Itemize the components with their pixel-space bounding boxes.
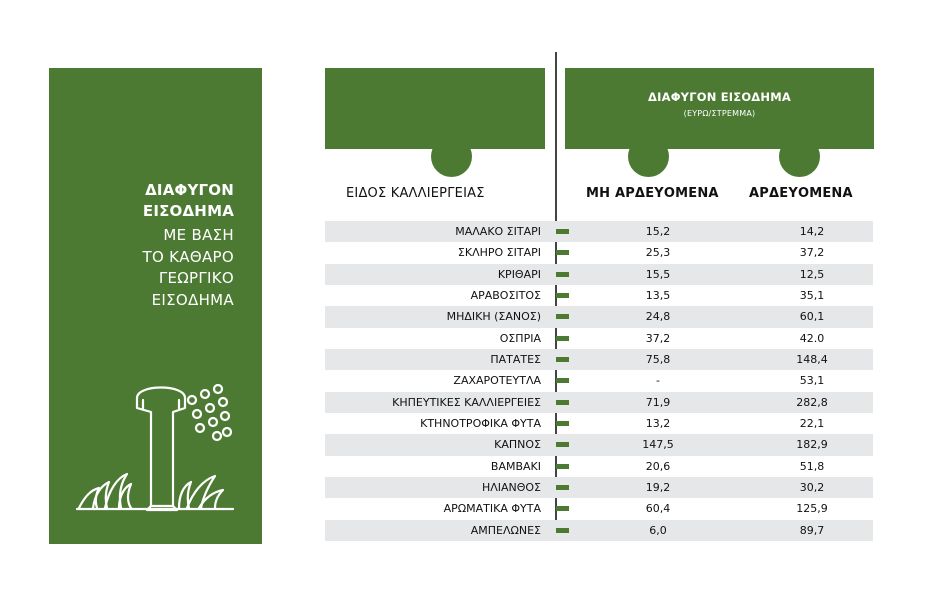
irrigated-value: 148,4: [796, 352, 828, 366]
row-marker: [556, 357, 569, 362]
non-irrigated-value: 13,5: [645, 288, 671, 302]
irrigated-value: 30,2: [799, 480, 825, 494]
crop-name: ΜΑΛΑΚΟ ΣΙΤΑΡΙ: [455, 225, 541, 238]
column-header-crop: ΕΙΔΟΣ ΚΑΛΛΙΕΡΓΕΙΑΣ: [346, 186, 485, 201]
row-marker: [556, 421, 569, 426]
row-marker: [556, 400, 569, 405]
non-irrigated-value: 24,8: [645, 310, 671, 324]
crop-name: ΑΡΑΒΟΣΙΤΟΣ: [470, 288, 541, 302]
table-row: [325, 456, 873, 477]
irrigated-value: 42.0: [799, 331, 825, 345]
crop-name: ΠΑΤΑΤΕΣ: [490, 352, 541, 366]
row-marker: [556, 506, 569, 511]
crop-name: ΚΗΠΕΥΤΙΚΕΣ ΚΑΛΛΙΕΡΓΕΙΕΣ: [392, 395, 541, 409]
non-irrigated-value: -: [656, 374, 660, 388]
table-row: [325, 477, 873, 498]
crop-name: ΑΜΠΕΛΩΝΕΣ: [470, 523, 541, 537]
row-marker: [556, 272, 569, 277]
irrigated-value: 35,1: [799, 288, 825, 302]
non-irrigated-value: 147,5: [642, 438, 674, 452]
side-subtitle-line: ΓΕΩΡΓΙΚΟ: [158, 269, 234, 287]
irrigated-value: 125,9: [796, 502, 828, 516]
row-marker: [556, 293, 569, 298]
non-irrigated-value: 37,2: [645, 331, 671, 345]
crop-name: ΣΚΛΗΡΟ ΣΙΤΑΡΙ: [457, 246, 541, 260]
non-irrigated-value: 71,9: [645, 395, 671, 409]
table-row: [325, 242, 873, 263]
row-marker: [556, 528, 569, 533]
crop-header-box: [325, 68, 545, 149]
table-title: ΔΙΑΦΥΓΟΝ ΕΙΣΟΔΗΜΑ: [648, 90, 791, 104]
crop-name: ΒΑΜΒΑΚΙ: [490, 459, 541, 473]
table-row: [325, 413, 873, 434]
table-row: [325, 520, 873, 541]
irrigated-value: 53,1: [799, 374, 825, 388]
row-marker: [556, 485, 569, 490]
irrigated-value: 282,8: [796, 395, 828, 409]
table-row: [325, 221, 873, 242]
table-row: [325, 498, 873, 519]
irrigated-value: 51,8: [799, 459, 825, 473]
crop-name: ΟΣΠΡΙΑ: [499, 331, 541, 345]
crop-name: ΚΑΠΝΟΣ: [494, 438, 541, 452]
crop-name: ΑΡΩΜΑΤΙΚΑ ΦΥΤΑ: [443, 502, 541, 516]
row-marker: [556, 229, 569, 234]
table-row: [325, 349, 873, 370]
crop-name: ΚΤΗΝΟΤΡΟΦΙΚΑ ΦΥΤΑ: [420, 416, 541, 430]
side-title-line: ΕΙΣΟΔΗΜΑ: [142, 202, 234, 220]
irrigated-value: 60,1: [799, 310, 825, 324]
column-header-irrigated: ΑΡΔΕΥΟΜΕΝΑ: [749, 186, 853, 201]
table-body: [325, 221, 873, 541]
side-title: [143, 180, 234, 222]
table-unit: (ΕΥΡΩ/ΣΤΡΕΜΜΑ): [683, 109, 756, 118]
table-row: [325, 370, 873, 391]
side-panel: [49, 68, 262, 544]
irrigated-value: 12,5: [799, 267, 825, 281]
non-irrigated-header-circle: [628, 136, 669, 177]
table-row: [325, 434, 873, 455]
irrigated-value: 89,7: [799, 523, 825, 537]
irrigated-value: 14,2: [799, 225, 825, 238]
non-irrigated-value: 19,2: [645, 480, 671, 494]
non-irrigated-value: 15,5: [645, 267, 671, 281]
table-row: [325, 328, 873, 349]
side-subtitle: [143, 225, 234, 311]
row-marker: [556, 464, 569, 469]
non-irrigated-value: 15,2: [645, 225, 671, 238]
table-row: [325, 264, 873, 285]
table-row: [325, 392, 873, 413]
irrigated-header-circle: [779, 136, 820, 177]
non-irrigated-value: 75,8: [645, 352, 671, 366]
irrigated-value: 37,2: [799, 246, 825, 260]
side-title-line: ΔΙΑΦΥΓΟΝ: [145, 181, 234, 199]
row-marker: [556, 336, 569, 341]
row-marker: [556, 442, 569, 447]
non-irrigated-value: 60,4: [645, 502, 671, 516]
table-row: [325, 306, 873, 327]
side-subtitle-line: ΤΟ ΚΑΘΑΡΟ: [142, 247, 234, 266]
row-marker: [556, 378, 569, 383]
row-marker: [556, 314, 569, 319]
side-subtitle-line: ΕΙΣΟΔΗΜΑ: [151, 290, 234, 309]
crop-name: ΚΡΙΘΑΡΙ: [497, 267, 541, 281]
crop-name: ΗΛΙΑΝΘΟΣ: [481, 480, 541, 494]
non-irrigated-value: 6,0: [649, 523, 667, 537]
irrigated-value: 182,9: [796, 438, 828, 452]
column-header-non-irrigated: ΜΗ ΑΡΔΕΥΟΜΕΝΑ: [586, 186, 719, 201]
row-marker: [556, 250, 569, 255]
crop-name: ΖΑΧΑΡΟΤΕΥΤΛΑ: [453, 374, 541, 388]
table-row: [325, 285, 873, 306]
irrigated-value: 22,1: [799, 416, 825, 430]
side-subtitle-line: ΜΕ ΒΑΣΗ: [163, 226, 234, 244]
sprinkler-icon: [75, 378, 235, 513]
non-irrigated-value: 13,2: [645, 416, 671, 430]
non-irrigated-value: 20,6: [645, 459, 671, 473]
crop-name: ΜΗΔΙΚΗ (ΣΑΝΟΣ): [446, 310, 541, 324]
crop-header-circle: [431, 136, 472, 177]
non-irrigated-value: 25,3: [645, 246, 671, 260]
